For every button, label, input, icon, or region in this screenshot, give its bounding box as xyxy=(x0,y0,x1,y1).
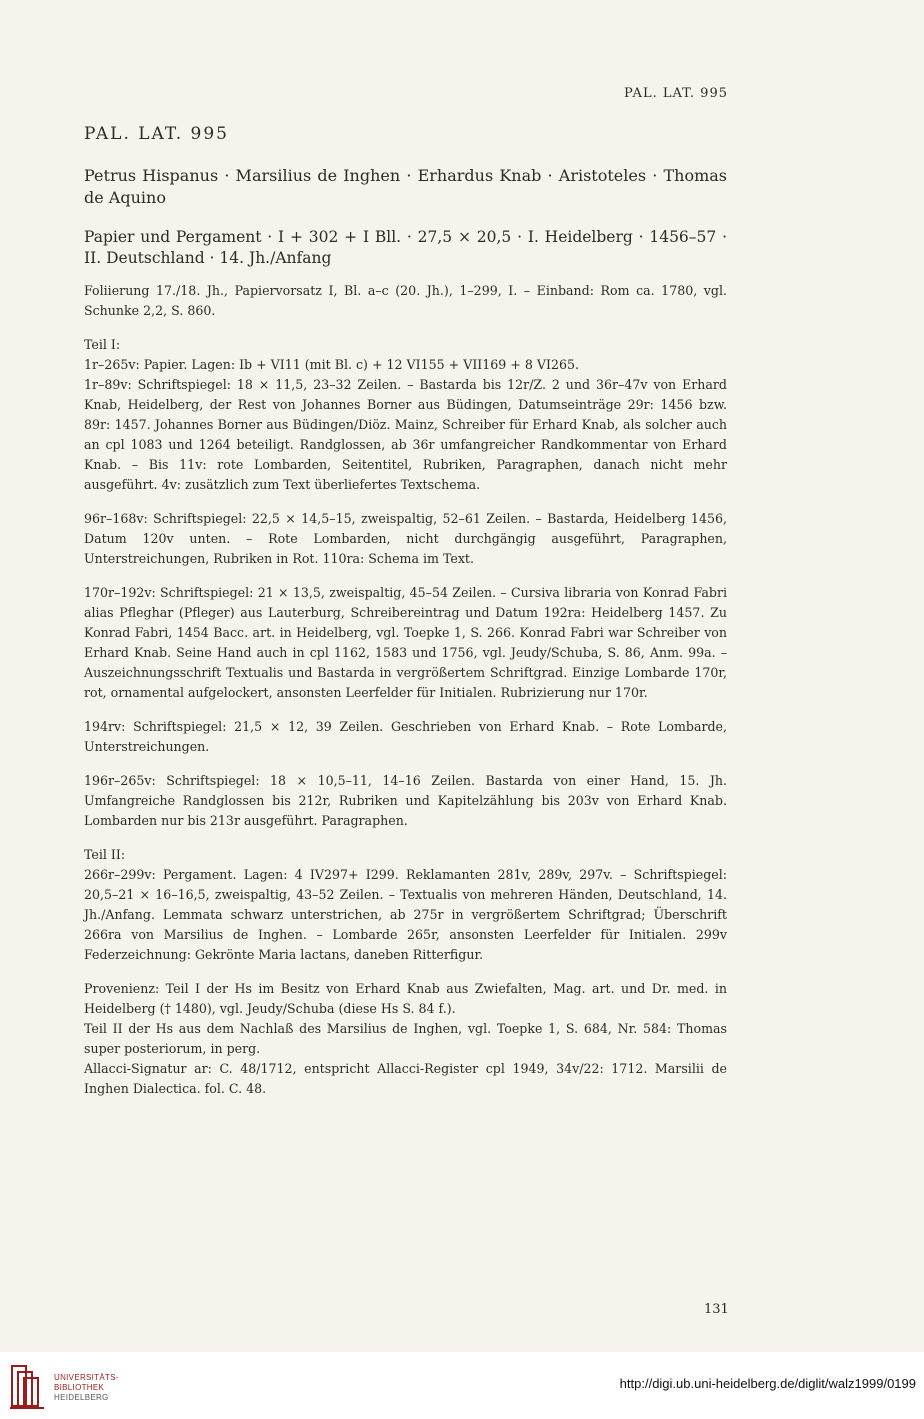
part1-collation: 1r–265v: Papier. Lagen: Ib + VI11 (mit Bl. c) + 12 VI155 + VII169 + 8 VI265. xyxy=(84,357,579,372)
part1-section-1: 1r–89v: Schriftspiegel: 18 × 11,5, 23–32 Zeilen. – Bastarda bis 12r/Z. 2 und 36r–47v von Erhard Knab, Heidelberg, der Rest von Johannes Borner aus Büdingen, Datumseinträge 29r: 1456 bzw. 89r: 1457. Johannes Borner aus Büdingen/Diöz. Mainz, Schreiber für Erhard Knab, als solcher auch an cpl 1083 und 1264 beteiligt. Randglossen, ab 36r umfangreicher Randkommentar von Erhard Knab. – Bis 11v: rote Lombarden, Seitentitel, Rubriken, Paragraphen, danach nicht mehr ausgeführt. 4v: zusätzlich zum Text überliefertes Textschema. xyxy=(84,377,727,492)
source-url[interactable]: http://digi.ub.uni-heidelberg.de/diglit/walz1999/0199 xyxy=(619,1376,916,1391)
library-name xyxy=(54,1373,119,1403)
part1-section-5: 196r–265v: Schriftspiegel: 18 × 10,5–11, 14–16 Zeilen. Bastarda von einer Hand, 15. Jh. Umfangreiche Randglossen bis 212r, Rubriken und Kapitelzählung bis 203v von Erhard Knab. Lombarden nur bis 213r ausgeführt. Paragraphen. xyxy=(84,773,727,828)
part1-section-3: 170r–192v: Schriftspiegel: 21 × 13,5, zweispaltig, 45–54 Zeilen. – Cursiva libraria von Konrad Fabri alias Pfleghar (Pfleger) aus Lauterburg, Schreibereintrag und Datum 192ra: Heidelberg 1457. Zu Konrad Fabri, 1454 Bacc. art. in Heidelberg, vgl. Toepke 1, S. 266. Konrad Fabri war Schreiber von Erhard Knab. Seine Hand auch in cpl 1162, 1583 und 1756, vgl. Jeudy/Schuba, S. 86, Anm. 99a. – Auszeichnungsschrift Textualis und Bastarda in vergrößertem Schriftgrad. Einzige Lombarde 170r, rot, ornamental aufgelockert, ansonsten Leerfelder für Initialen. Rubrizierung nur 170r. xyxy=(84,585,727,700)
allacci-signature: Allacci-Signatur ar: C. 48/1712, entspricht Allacci-Register cpl 1949, 34v/22: 1712. Marsilii de Inghen Dialectica. fol. C. 48. xyxy=(84,1061,727,1096)
page-number: 131 xyxy=(704,1302,729,1317)
part2-heading: Teil II: xyxy=(84,847,126,862)
library-name-line-2: BIBLIOTHEK xyxy=(54,1383,105,1392)
physical-description: Papier und Pergament · I + 302 + I Bll. · 27,5 × 20,5 · I. Heidelberg · 1456–57 · II. Deutschland · 14. Jh./Anfang xyxy=(84,228,727,267)
library-name-line-3: HEIDELBERG xyxy=(54,1393,109,1402)
part2-description: 266r–299v: Pergament. Lagen: 4 IV297+ I299. Reklamanten 281v, 289v, 297v. – Schriftspiegel: 20,5–21 × 16–16,5, zweispaltig, 43–52 Zeilen. – Textualis von mehreren Händen, Deutschland, 14. Jh./Anfang. Lemmata schwarz unterstrichen, ab 275r in vergrößertem Schriftgrad; Überschrift 266ra von Marsilius de Inghen. – Lombarde 265r, ansonsten Leerfelder für Initialen. 299v Federzeichnung: Gekrönte Maria lactans, daneben Ritterfigur. xyxy=(84,867,727,962)
part1-heading: Teil I: xyxy=(84,337,121,352)
provenance-part2: Teil II der Hs aus dem Nachlaß des Marsilius de Inghen, vgl. Toepke 1, S. 684, Nr. 584: Thomas super posteriorum, in perg. xyxy=(84,1021,727,1056)
entry-body xyxy=(84,165,727,1099)
library-name-line-1: UNIVERSITÄTS- xyxy=(54,1373,119,1382)
part1-section-4: 194rv: Schriftspiegel: 21,5 × 12, 39 Zeilen. Geschrieben von Erhard Knab. – Rote Lombarde, Unterstreichungen. xyxy=(84,719,727,754)
shelfmark-heading: PAL. LAT. 995 xyxy=(84,124,229,144)
provenance-paragraph: Provenienz: Teil I der Hs im Besitz von Erhard Knab aus Zwiefalten, Mag. art. und Dr. med. in Heidelberg († 1480), vgl. Jeudy/Schuba (diese Hs S. 84 f.). xyxy=(84,981,727,1016)
manuscript-title: Petrus Hispanus · Marsilius de Inghen · Erhardus Knab · Aristoteles · Thomas de Aquino xyxy=(84,166,727,207)
footer-bar xyxy=(0,1352,924,1419)
library-logo-icon xyxy=(8,1362,48,1410)
running-head: PAL. LAT. 995 xyxy=(624,86,728,101)
part1-section-2: 96r–168v: Schriftspiegel: 22,5 × 14,5–15, zweispaltig, 52–61 Zeilen. – Bastarda, Heidelberg 1456, Datum 120v unten. – Rote Lombarden, nicht durchgängig ausgeführt, Paragraphen, Unterstreichungen, Rubriken in Rot. 110ra: Schema im Text. xyxy=(84,511,727,566)
foliation-paragraph: Foliierung 17./18. Jh., Papiervorsatz I, Bl. a–c (20. Jh.), 1–299, I. – Einband: Rom ca. 1780, vgl. Schunke 2,2, S. 860. xyxy=(84,283,727,318)
